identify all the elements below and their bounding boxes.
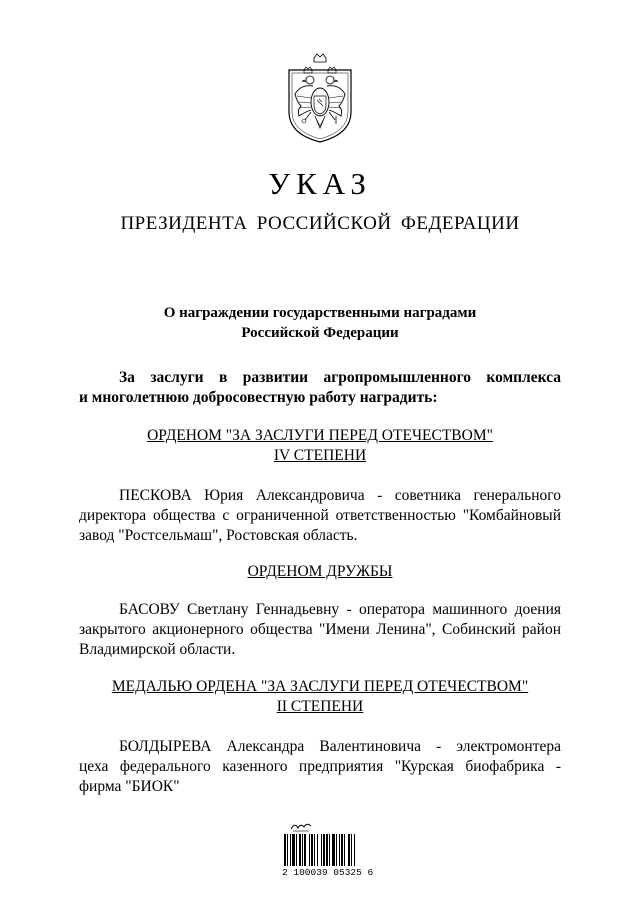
barcode-stripe (351, 834, 352, 866)
award-recipient-text (79, 737, 561, 797)
barcode-stripe (309, 834, 310, 866)
document-subtitle: ПРЕЗИДЕНТА РОССИЙСКОЙ ФЕДЕРАЦИИ (120, 213, 520, 234)
recipient-line: директора общества с ограниченной ответственностью "Комбайновый (79, 507, 561, 524)
award-heading-line: IV СТЕПЕНИ (273, 447, 367, 464)
award-heading (0, 677, 640, 717)
barcode-stripe (339, 834, 340, 866)
award-recipient-text (79, 600, 561, 660)
barcode-stripe (287, 834, 288, 866)
barcode-stripe (314, 834, 315, 866)
barcode-stripe (354, 834, 355, 866)
recipient-line: ПЕСКОВА Юрия Александровича - советника генерального (119, 487, 561, 504)
barcode-stripe (329, 834, 330, 866)
barcode-stripe (299, 834, 301, 866)
barcode-stripe (290, 834, 291, 866)
award-heading-line: II СТЕПЕНИ (276, 698, 364, 715)
award-heading-line: МЕДАЛЬЮ ОРДЕНА "ЗА ЗАСЛУГИ ПЕРЕД ОТЕЧЕСТВОМ" (111, 678, 529, 695)
recipient-line: БОЛДЫРЕВА Александра Валентиновича - электромонтера (119, 738, 561, 755)
award-recipient-text (79, 486, 561, 546)
barcode-stripe (302, 834, 303, 866)
award-heading (0, 562, 640, 582)
decree-title (0, 303, 640, 343)
recipient-line: завод "Ростсельмаш", Ростовская область. (79, 527, 358, 544)
recipient-line: цеха федерального казенного предприятия "Курская биофабрика - (79, 758, 561, 775)
barcode-stripe (304, 834, 306, 866)
decree-title-line: Российской Федерации (241, 325, 399, 341)
barcode-stripe (321, 834, 322, 866)
intro-line: и многолетнюю добросовестную работу наградить: (79, 389, 438, 406)
recipient-line: БАСОВУ Светлану Геннадьевну - оператора машинного доения (119, 601, 561, 618)
russian-coat-of-arms-icon (283, 50, 357, 144)
barcode-stripe (317, 834, 318, 866)
barcode-stripe (336, 834, 337, 866)
barcode-stripe (332, 834, 335, 866)
barcode-stripe (326, 834, 328, 866)
barcode-stripe (284, 834, 286, 866)
barcode-stripe (344, 834, 345, 866)
barcode-stripe (341, 834, 343, 866)
award-heading (0, 426, 640, 466)
document-title: УКАЗ (268, 166, 372, 201)
barcode-number: 2 100039 05325 6 (282, 867, 374, 878)
recipient-line: Владимирской области. (79, 641, 236, 658)
barcode-stripe (323, 834, 325, 866)
barcode-icon (284, 834, 368, 866)
barcode-stripe (292, 834, 295, 866)
award-heading-line: ОРДЕНОМ "ЗА ЗАСЛУГИ ПЕРЕД ОТЕЧЕСТВОМ" (147, 427, 493, 444)
intro-line: За заслуги в развитии агропромышленного комплекса (119, 369, 561, 386)
recipient-line: закрытого акционерного общества "Имени Ленина", Собинский район (79, 621, 561, 638)
barcode (282, 820, 372, 880)
decree-title-line: О награждении государственными наградами (163, 305, 477, 321)
decree-intro (79, 368, 561, 408)
award-heading-line: ОРДЕНОМ ДРУЖБЫ (247, 563, 393, 580)
scribble-mark-icon (290, 820, 312, 832)
recipient-line: фирма "БИОК" (79, 778, 180, 795)
barcode-stripe (348, 834, 350, 866)
barcode-stripe (296, 834, 297, 866)
barcode-stripe (311, 834, 313, 866)
